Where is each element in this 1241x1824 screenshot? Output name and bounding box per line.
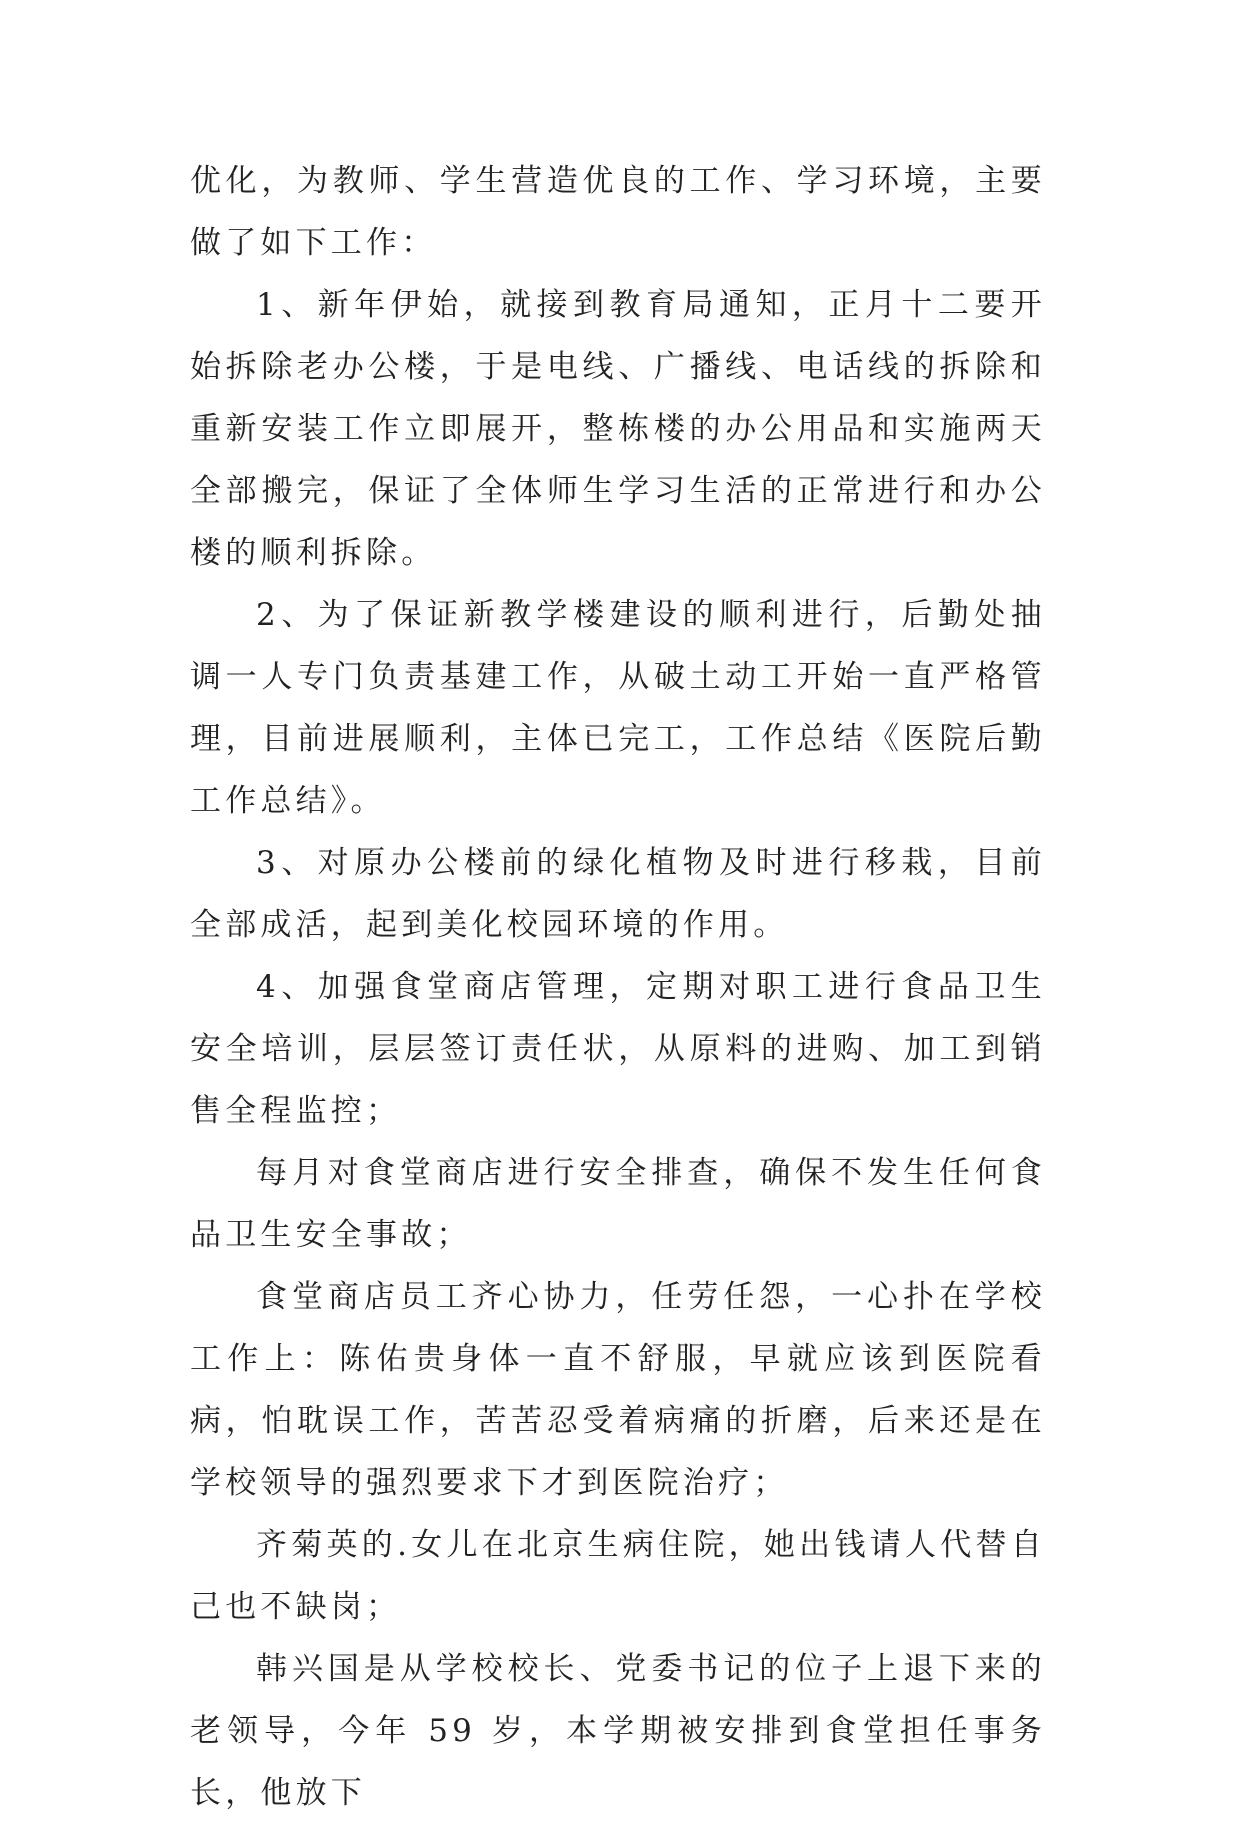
- paragraph-staff-dedication: 食堂商店员工齐心协力，任劳任怨，一心扑在学校工作上：陈佑贵身体一直不舒服，早就应该到医院看病，怕耽误工作，苦苦忍受着病痛的折磨，后来还是在学校领导的强烈要求下才到医院治疗；: [190, 1279, 1046, 1501]
- paragraph-monthly-check: 每月对食堂商店进行安全排查，确保不发生任何食品卫生安全事故；: [190, 1155, 1046, 1253]
- paragraph-item-2: 2、为了保证新教学楼建设的顺利进行，后勤处抽调一人专门负责基建工作，从破土动工开始一直严格管理，目前进展顺利，主体已完工，工作总结《医院后勤工作总结》。: [190, 597, 1046, 819]
- document-body: [190, 150, 1046, 1824]
- paragraph-han-xingguo: 韩兴国是从学校校长、党委书记的位子上退下来的老领导，今年 59 岁，本学期被安排到食堂担任事务长，他放下: [190, 1651, 1046, 1811]
- paragraph-qi-juying: 齐菊英的.女儿在北京生病住院，她出钱请人代替自己也不缺岗；: [190, 1527, 1046, 1625]
- paragraph-item-1: 1、新年伊始，就接到教育局通知，正月十二要开始拆除老办公楼，于是电线、广播线、电话线的拆除和重新安装工作立即展开，整栋楼的办公用品和实施两天全部搬完，保证了全体师生学习生活的正常进行和办公楼的顺利拆除。: [190, 287, 1046, 571]
- paragraph-item-4: 4、加强食堂商店管理，定期对职工进行食品卫生安全培训，层层签订责任状，从原料的进购、加工到销售全程监控；: [190, 969, 1046, 1129]
- paragraph-intro: 优化，为教师、学生营造优良的工作、学习环境，主要做了如下工作：: [190, 163, 1046, 261]
- paragraph-item-3: 3、对原办公楼前的绿化植物及时进行移栽，目前全部成活，起到美化校园环境的作用。: [190, 845, 1046, 943]
